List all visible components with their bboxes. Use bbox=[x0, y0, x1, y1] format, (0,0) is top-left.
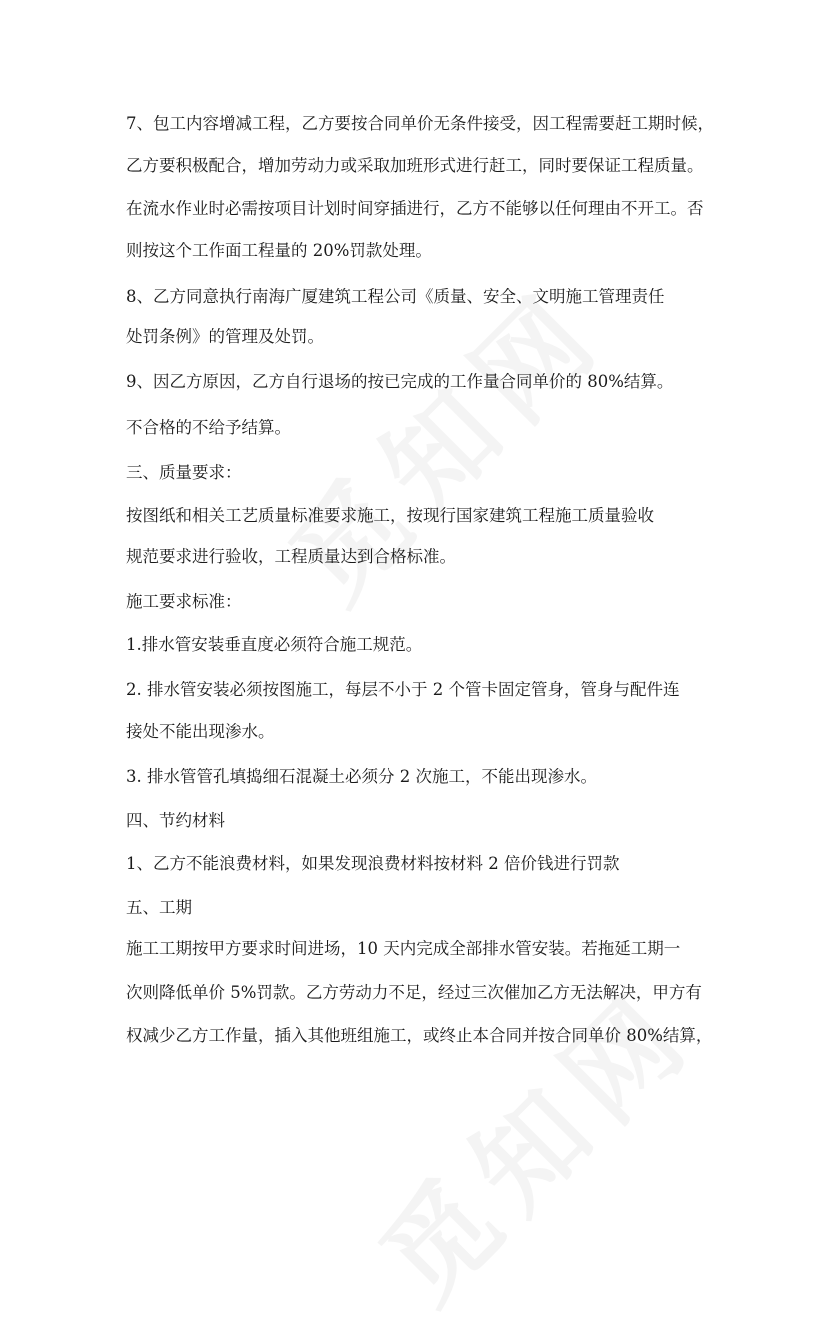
paragraph-line: 施工工期按甲方要求时间进场，10 天内完成全部排水管安装。若拖延工期一 bbox=[126, 939, 681, 958]
list-item: 接处不能出现渗水。 bbox=[126, 722, 275, 741]
paragraph-line: 在流水作业时必需按项目计划时间穿插进行，乙方不能够以任何理由不开工。否 bbox=[126, 199, 704, 218]
paragraph-line: 8、乙方同意执行南海广厦建筑工程公司《质量、安全、文明施工管理责任 bbox=[126, 287, 665, 306]
paragraph-line: 权减少乙方工作量，插入其他班组施工，或终止本合同并按合同单价 80%结算， bbox=[126, 1026, 713, 1045]
list-item: 3. 排水管管孔填捣细石混凝土必须分 2 次施工，不能出现渗水。 bbox=[126, 767, 597, 786]
paragraph-line: 规范要求进行验收，工程质量达到合格标准。 bbox=[126, 547, 456, 566]
list-item: 1、乙方不能浪费材料，如果发现浪费材料按材料 2 倍价钱进行罚款 bbox=[126, 854, 620, 873]
section-heading: 五、工期 bbox=[126, 898, 192, 917]
paragraph-line: 7、包工内容增减工程，乙方要按合同单价无条件接受，因工程需要赶工期时候， bbox=[126, 114, 714, 133]
section-heading: 三、质量要求： bbox=[126, 463, 242, 482]
list-item: 2. 排水管安装必须按图施工，每层不小于 2 个管卡固定管身，管身与配件连 bbox=[126, 680, 680, 699]
watermark bbox=[340, 947, 723, 1330]
paragraph-line: 次则降低单价 5%罚款。乙方劳动力不足，经过三次催加乙方无法解决，甲方有 bbox=[126, 983, 702, 1002]
paragraph-line: 按图纸和相关工艺质量标准要求施工，按现行国家建筑工程施工质量验收 bbox=[126, 506, 654, 525]
paragraph-line: 则按这个工作面工程量的 20%罚款处理。 bbox=[126, 241, 432, 260]
paragraph-line: 乙方要积极配合，增加劳动力或采取加班形式进行赶工，同时要保证工程质量。 bbox=[126, 156, 704, 175]
paragraph-line: 施工要求标准： bbox=[126, 592, 242, 611]
list-item: 1.排水管安装垂直度必须符合施工规范。 bbox=[126, 635, 423, 654]
paragraph-line: 不合格的不给予结算。 bbox=[126, 418, 291, 437]
section-heading: 四、节约材料 bbox=[126, 811, 225, 830]
paragraph-line: 处罚条例》的管理及处罚。 bbox=[126, 327, 324, 346]
paragraph-line: 9、因乙方原因，乙方自行退场的按已完成的工作量合同单价的 80%结算。 bbox=[126, 372, 674, 391]
